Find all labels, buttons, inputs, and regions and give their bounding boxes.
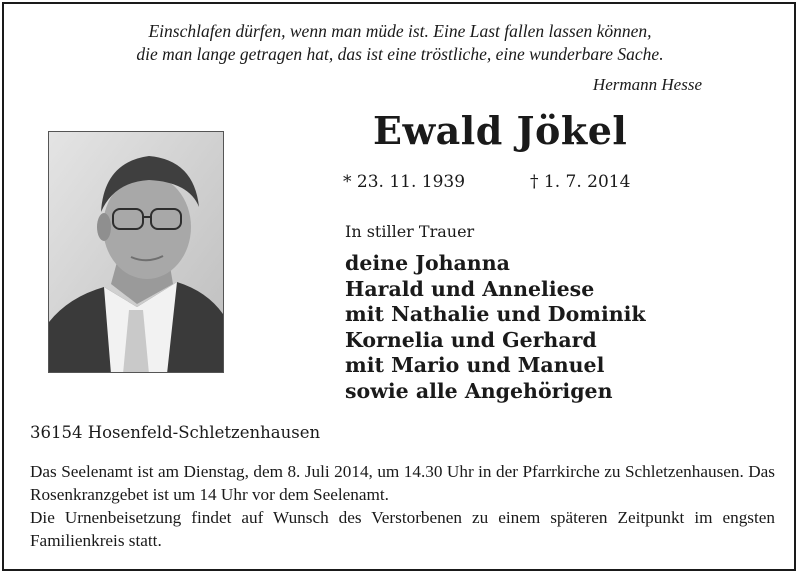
mourning-intro: In stiller Trauer [345, 222, 475, 241]
mourner-line: mit Mario und Manuel [345, 353, 605, 377]
mourner-line: sowie alle Angehörigen [345, 378, 613, 403]
portrait-photo [48, 131, 224, 373]
service-info [30, 460, 775, 552]
mourner-line: mit Nathalie und Dominik [345, 302, 646, 326]
birth-date: * 23. 11. 1939 [343, 172, 466, 192]
mourners-list [345, 251, 646, 404]
place: 36154 Hosenfeld-Schletzenhausen [30, 423, 321, 442]
quote [0, 20, 800, 66]
burial-text: Die Urnenbeisetzung findet auf Wunsch des Verstorbenen zu einem späteren Zeitpunkt im engsten Familienkreis statt. [30, 508, 775, 550]
service-text: Das Seelenamt ist am Dienstag, dem 8. Juli 2014, um 14.30 Uhr in der Pfarrkirche zu Schletzenhausen. Das Rosenkranzgebet ist um 14 Uhr vor dem Seelenamt. [30, 462, 775, 504]
mourner-line: Harald und Anneliese [345, 276, 595, 301]
quote-author: Hermann Hesse [592, 75, 702, 94]
deceased-name: Ewald Jökel [373, 108, 628, 153]
mourner-line: Kornelia und Gerhard [345, 327, 597, 352]
portrait-illustration [49, 132, 224, 373]
quote-line: die man lange getragen hat, das ist eine tröstliche, eine wunderbare Sache. [136, 44, 664, 64]
quote-line: Einschlafen dürfen, wenn man müde ist. Eine Last fallen lassen können, [148, 21, 652, 41]
death-date: † 1. 7. 2014 [530, 172, 631, 192]
mourner-line: deine Johanna [345, 251, 510, 275]
